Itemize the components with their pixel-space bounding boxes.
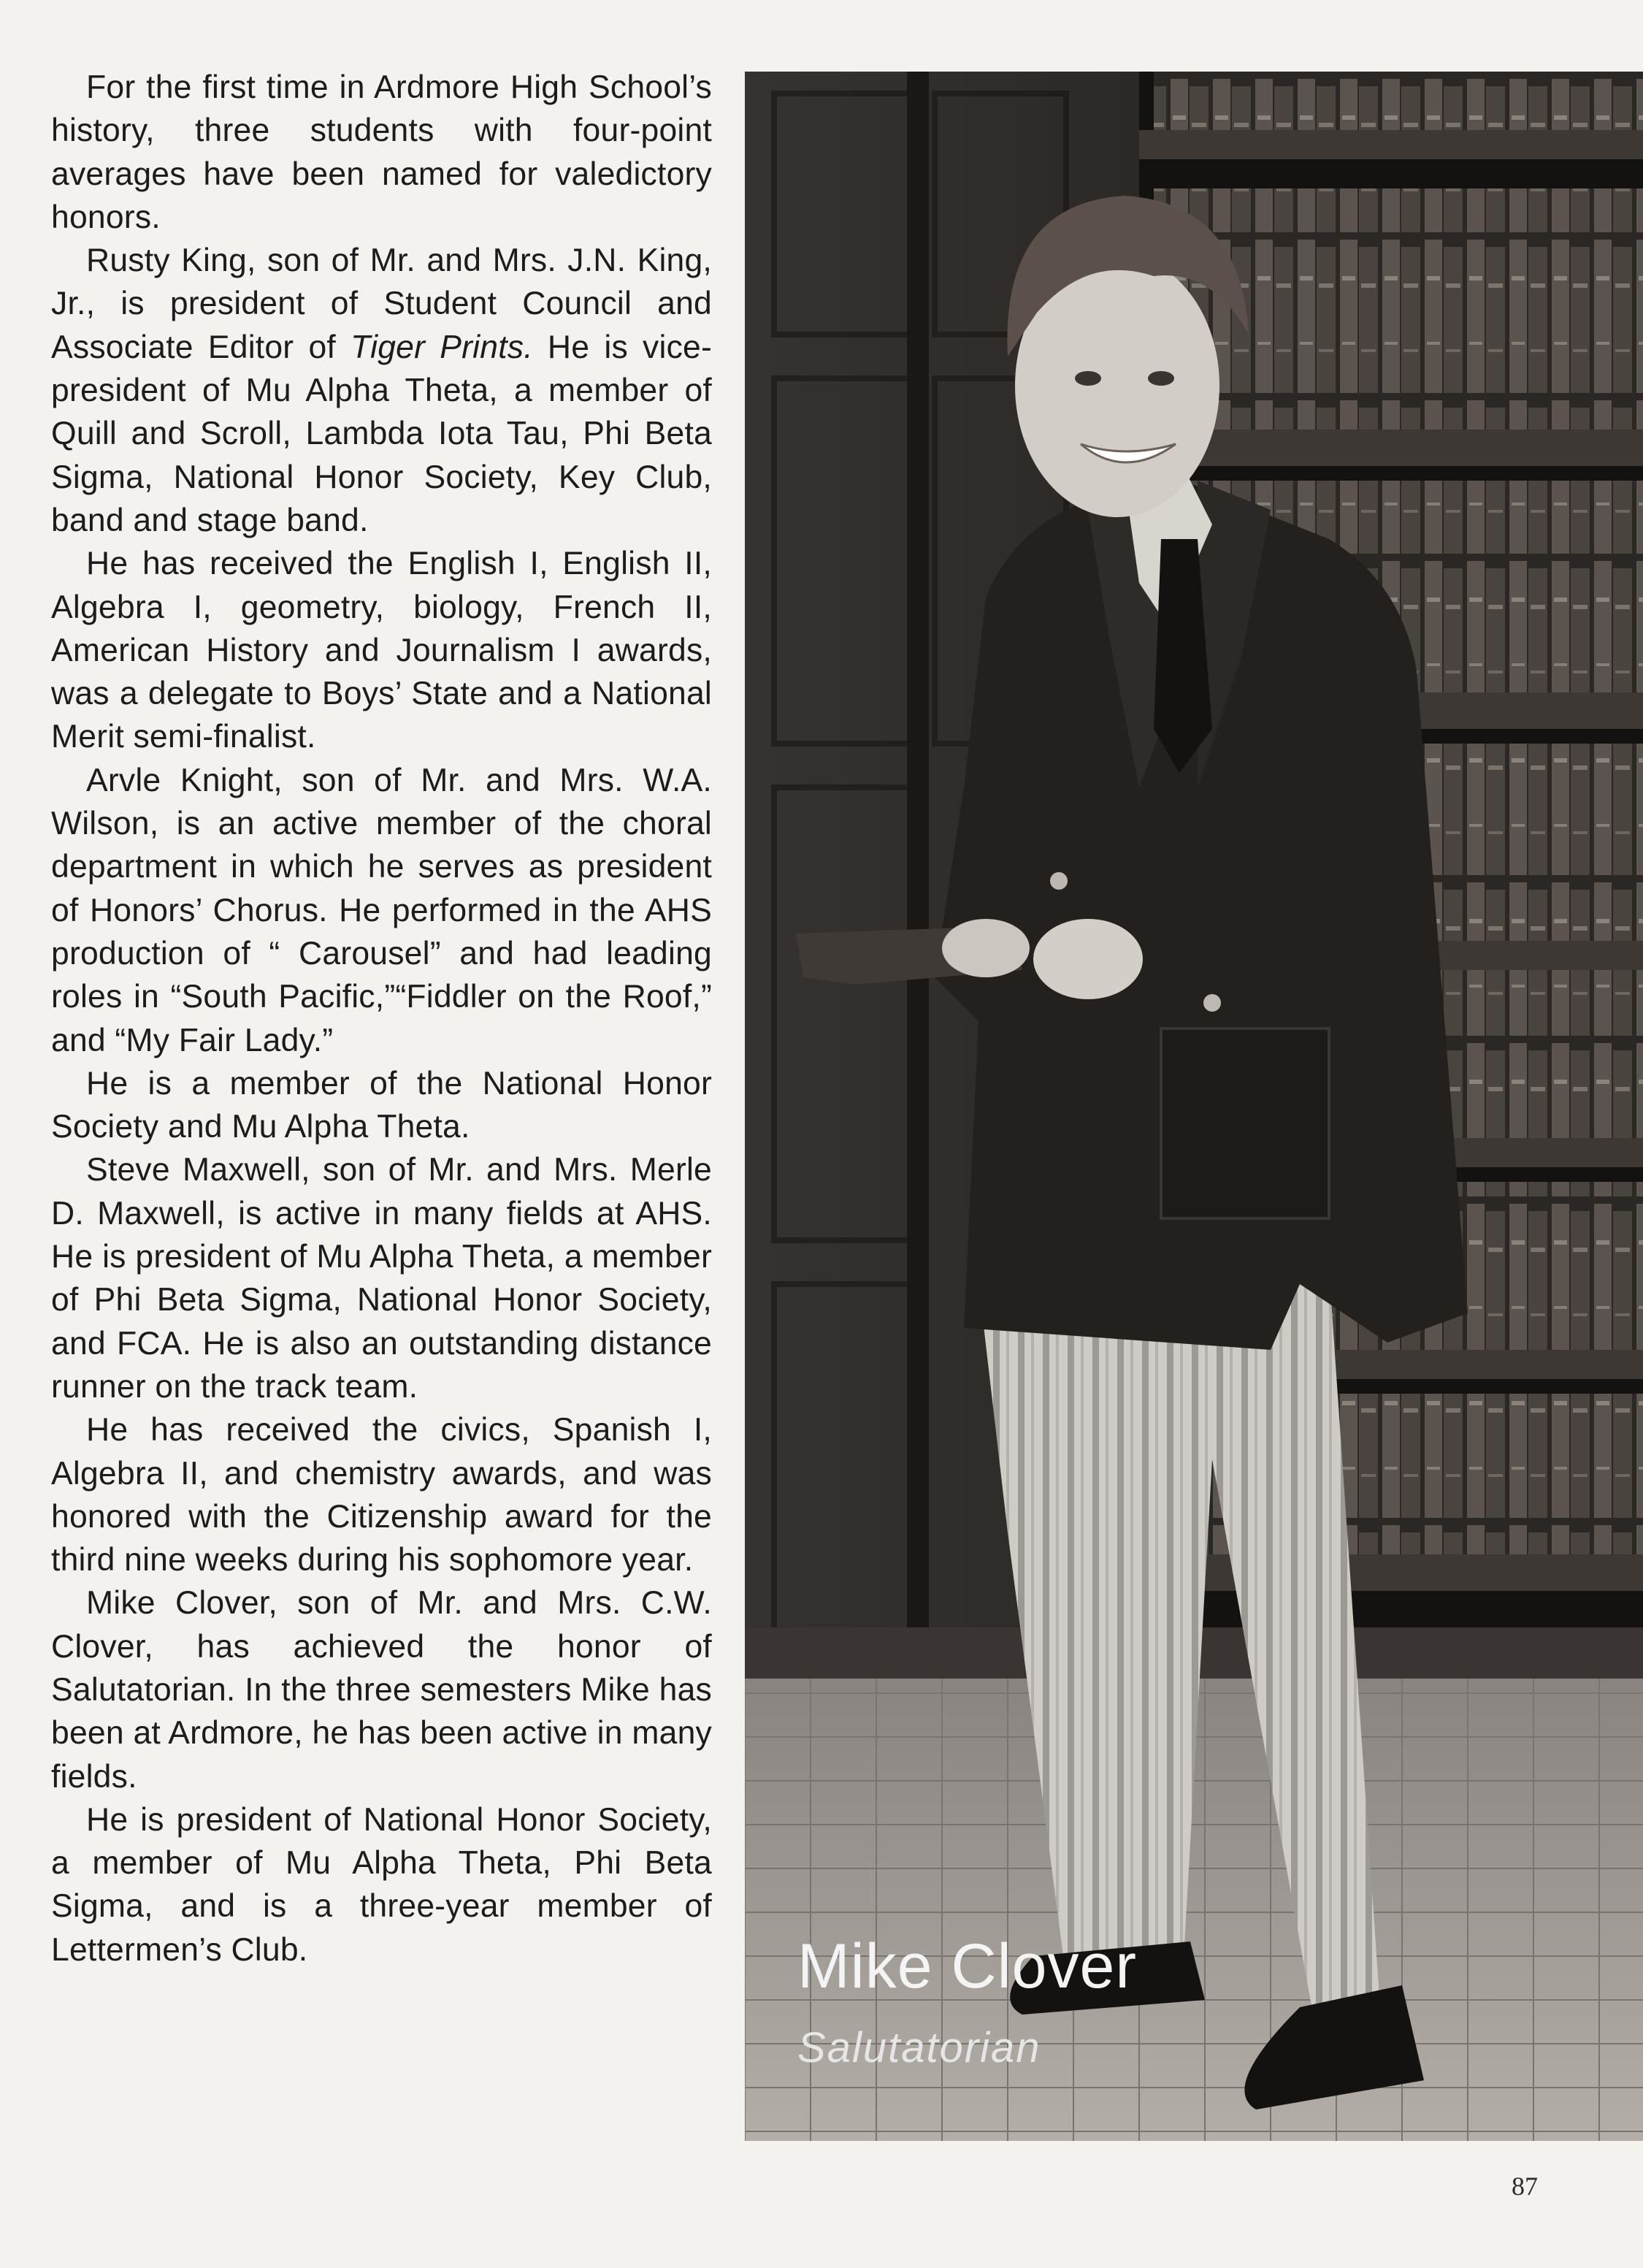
rusty-king-paragraph xyxy=(51,239,712,542)
photo-caption-name: Mike Clover xyxy=(797,1931,1137,2001)
student-portrait-photo xyxy=(745,72,1643,2141)
page-number: 87 xyxy=(1512,2172,1538,2201)
photo-caption-title: Salutatorian xyxy=(797,2024,1041,2072)
rusty-king-text: Rusty King, son of Mr. and Mrs. J.N. King, Jr., is president of Student Council and Associate Editor of xyxy=(51,243,712,365)
article-text xyxy=(51,66,712,1971)
rusty-king-text-cont: He is vice-president of Mu Alpha Theta, a member of Quill and Scroll, Lambda Iota Tau, Phi Beta Sigma, National Honor Society, Key Club, band and stage band. xyxy=(51,329,712,538)
mike-clover-paragraph: Mike Clover, son of Mr. and Mrs. C.W. Clover, has achieved the honor of Salutatorian. In the three semesters Mike has been at Ardmore, he has been active in many fields. xyxy=(51,1585,712,1795)
portrait-illustration xyxy=(745,72,1643,2141)
arvle-knight-paragraph: Arvle Knight, son of Mr. and Mrs. W.A. Wilson, is an active member of the choral department in which he serves as president of Honors’ Chorus. He performed in the AHS production of “ Carousel” and had leading roles in “South Pacific,”“Fiddler on the Roof,” and “My Fair Lady.” xyxy=(51,762,712,1058)
arvle-knight-honors-paragraph: He is a member of the National Honor Society and Mu Alpha Theta. xyxy=(51,1065,712,1145)
rusty-king-awards-paragraph: He has received the English I, English II, Algebra I, geometry, biology, French II, American History and Journalism I awards, was a delegate to Boys’ State and a National Merit semi-finalist. xyxy=(51,546,712,755)
steve-maxwell-paragraph: Steve Maxwell, son of Mr. and Mrs. Merle D. Maxwell, is active in many fields at AHS. He is president of Mu Alpha Theta, a member of Phi Beta Sigma, National Honor Society, and FCA. He is also an outstanding distance runner on the track team. xyxy=(51,1152,712,1405)
steve-maxwell-awards-paragraph: He has received the civics, Spanish I, Algebra II, and chemistry awards, and was honored with the Citizenship award for the third nine weeks during his sophomore year. xyxy=(51,1412,712,1578)
mike-clover-activities-paragraph: He is president of National Honor Society, a member of Mu Alpha Theta, Phi Beta Sigma, and is a three-year member of Lettermen’s Club. xyxy=(51,1801,712,1968)
intro-paragraph: For the first time in Ardmore High School’s history, three students with four-point averages have been named for valedictory honors. xyxy=(51,69,712,235)
publication-title: Tiger Prints. xyxy=(351,329,533,365)
